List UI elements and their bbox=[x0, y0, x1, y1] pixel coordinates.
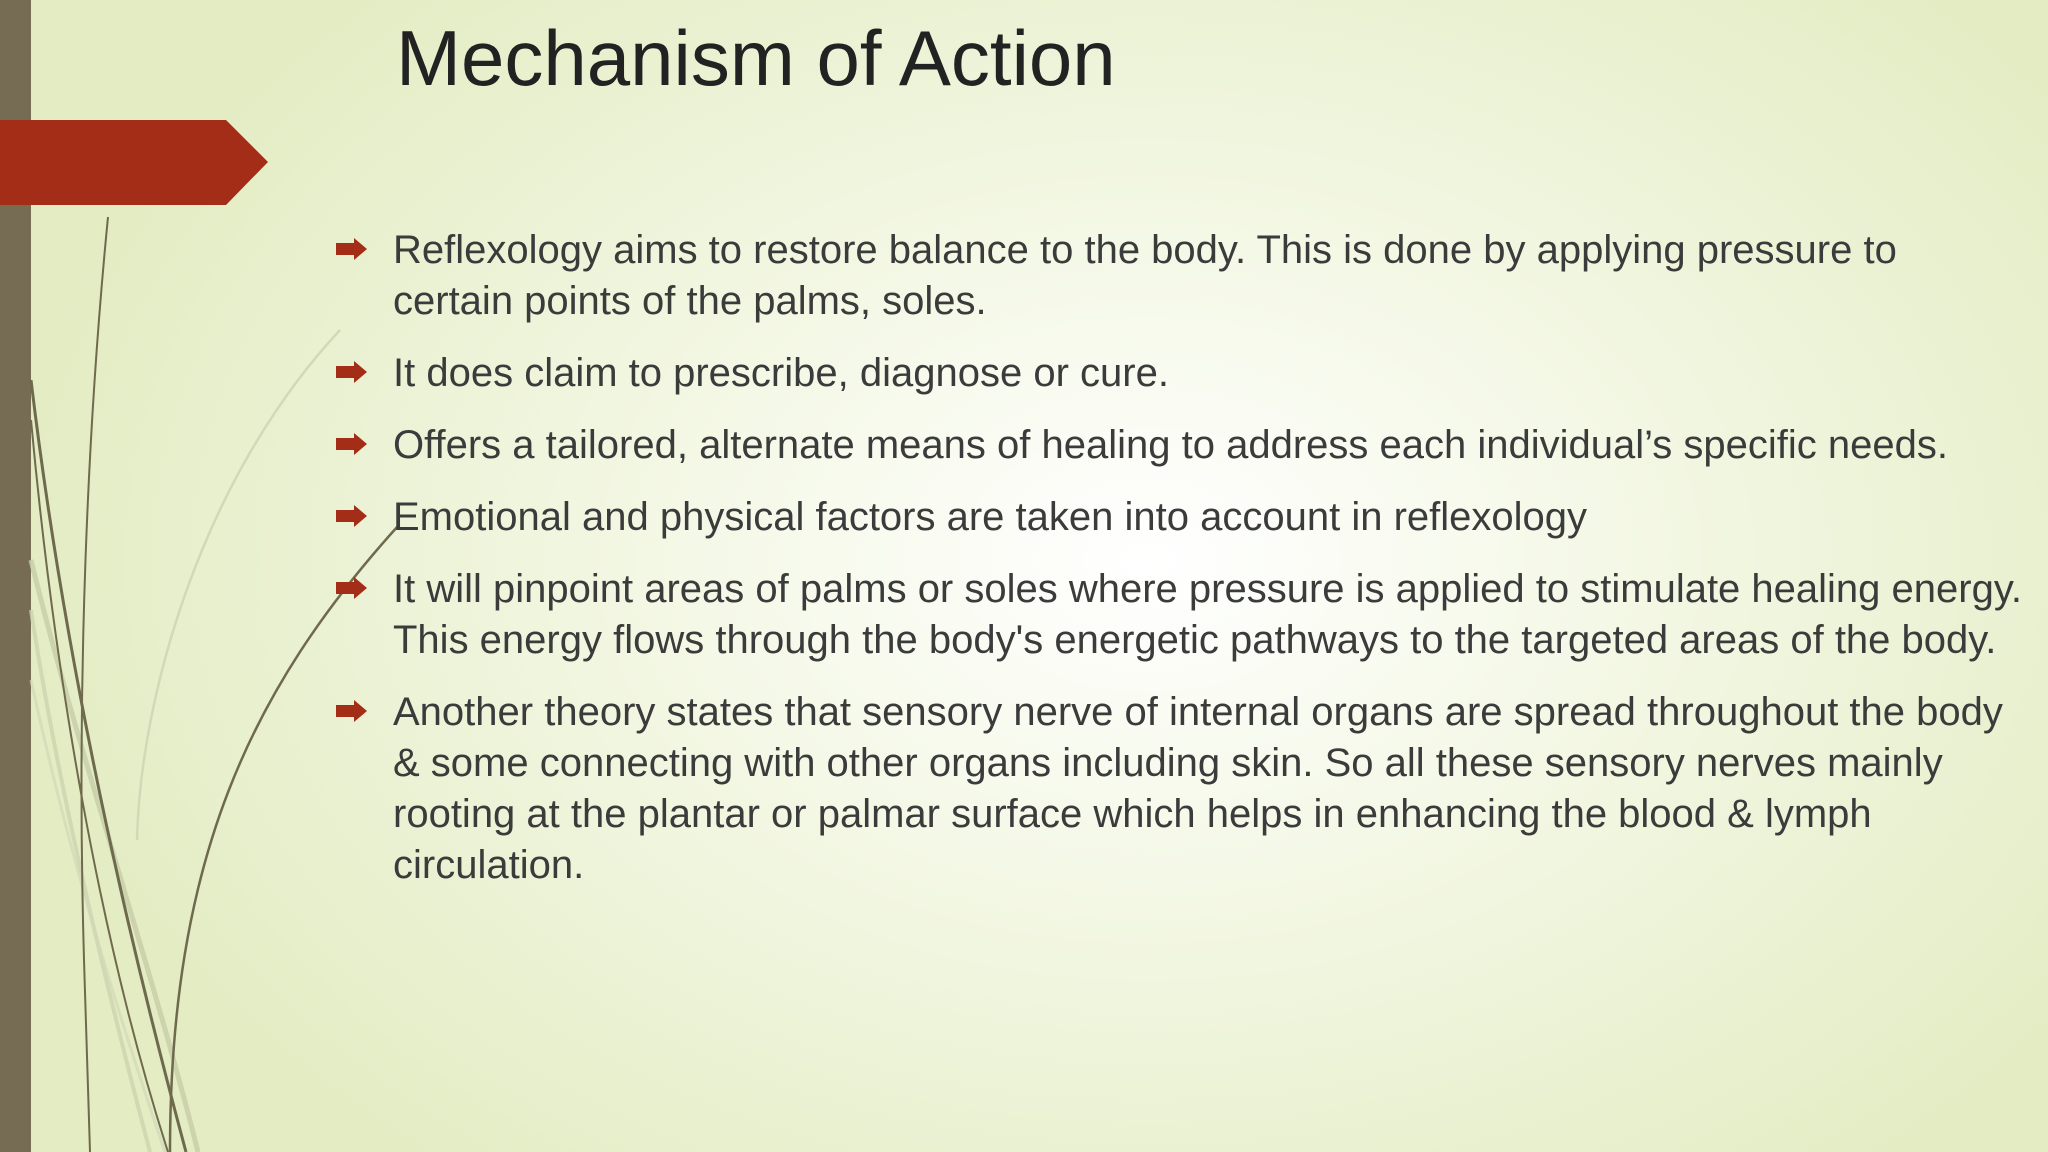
bullet-text: Offers a tailored, alternate means of healing to address each individual’s specific needs. bbox=[393, 423, 1948, 467]
bullet-item bbox=[336, 564, 2026, 666]
bullet-text: Another theory states that sensory nerve of internal organs are spread throughout the body & some connecting with other organs including skin. So all these sensory nerves mainly rooting at the plantar or palmar surface which helps in enhancing the blood & lymph circulation. bbox=[393, 690, 2003, 887]
bullet-text: It does claim to prescribe, diagnose or cure. bbox=[393, 351, 1169, 395]
arrow-bullet-icon bbox=[336, 433, 367, 455]
arrow-bullet-icon bbox=[336, 505, 367, 527]
bullet-item bbox=[336, 687, 2026, 891]
arrow-bullet-icon bbox=[336, 700, 367, 722]
bullet-text: Emotional and physical factors are taken into account in reflexology bbox=[393, 495, 1588, 539]
red-arrow-banner bbox=[0, 120, 268, 205]
arrow-bullet-icon bbox=[336, 577, 367, 599]
arrow-bullet-icon bbox=[336, 238, 367, 260]
bullet-text: It will pinpoint areas of palms or soles where pressure is applied to stimulate healing energy. This energy flows through the body's energetic pathways to the targeted areas of the body. bbox=[393, 567, 2022, 662]
bullet-item bbox=[336, 492, 2026, 543]
dark-stroke-2 bbox=[31, 380, 186, 1152]
slide-title: Mechanism of Action bbox=[396, 14, 1116, 102]
dark-stroke-1 bbox=[81, 217, 108, 1152]
bullet-list bbox=[336, 225, 2026, 912]
bullet-item bbox=[336, 225, 2026, 327]
bullet-item bbox=[336, 348, 2026, 399]
light-stroke-2 bbox=[31, 610, 150, 1152]
bullet-item bbox=[336, 420, 2026, 471]
bullet-text: Reflexology aims to restore balance to the body. This is done by applying pressure to certain points of the palms, soles. bbox=[393, 228, 1897, 323]
arrow-bullet-icon bbox=[336, 361, 367, 383]
